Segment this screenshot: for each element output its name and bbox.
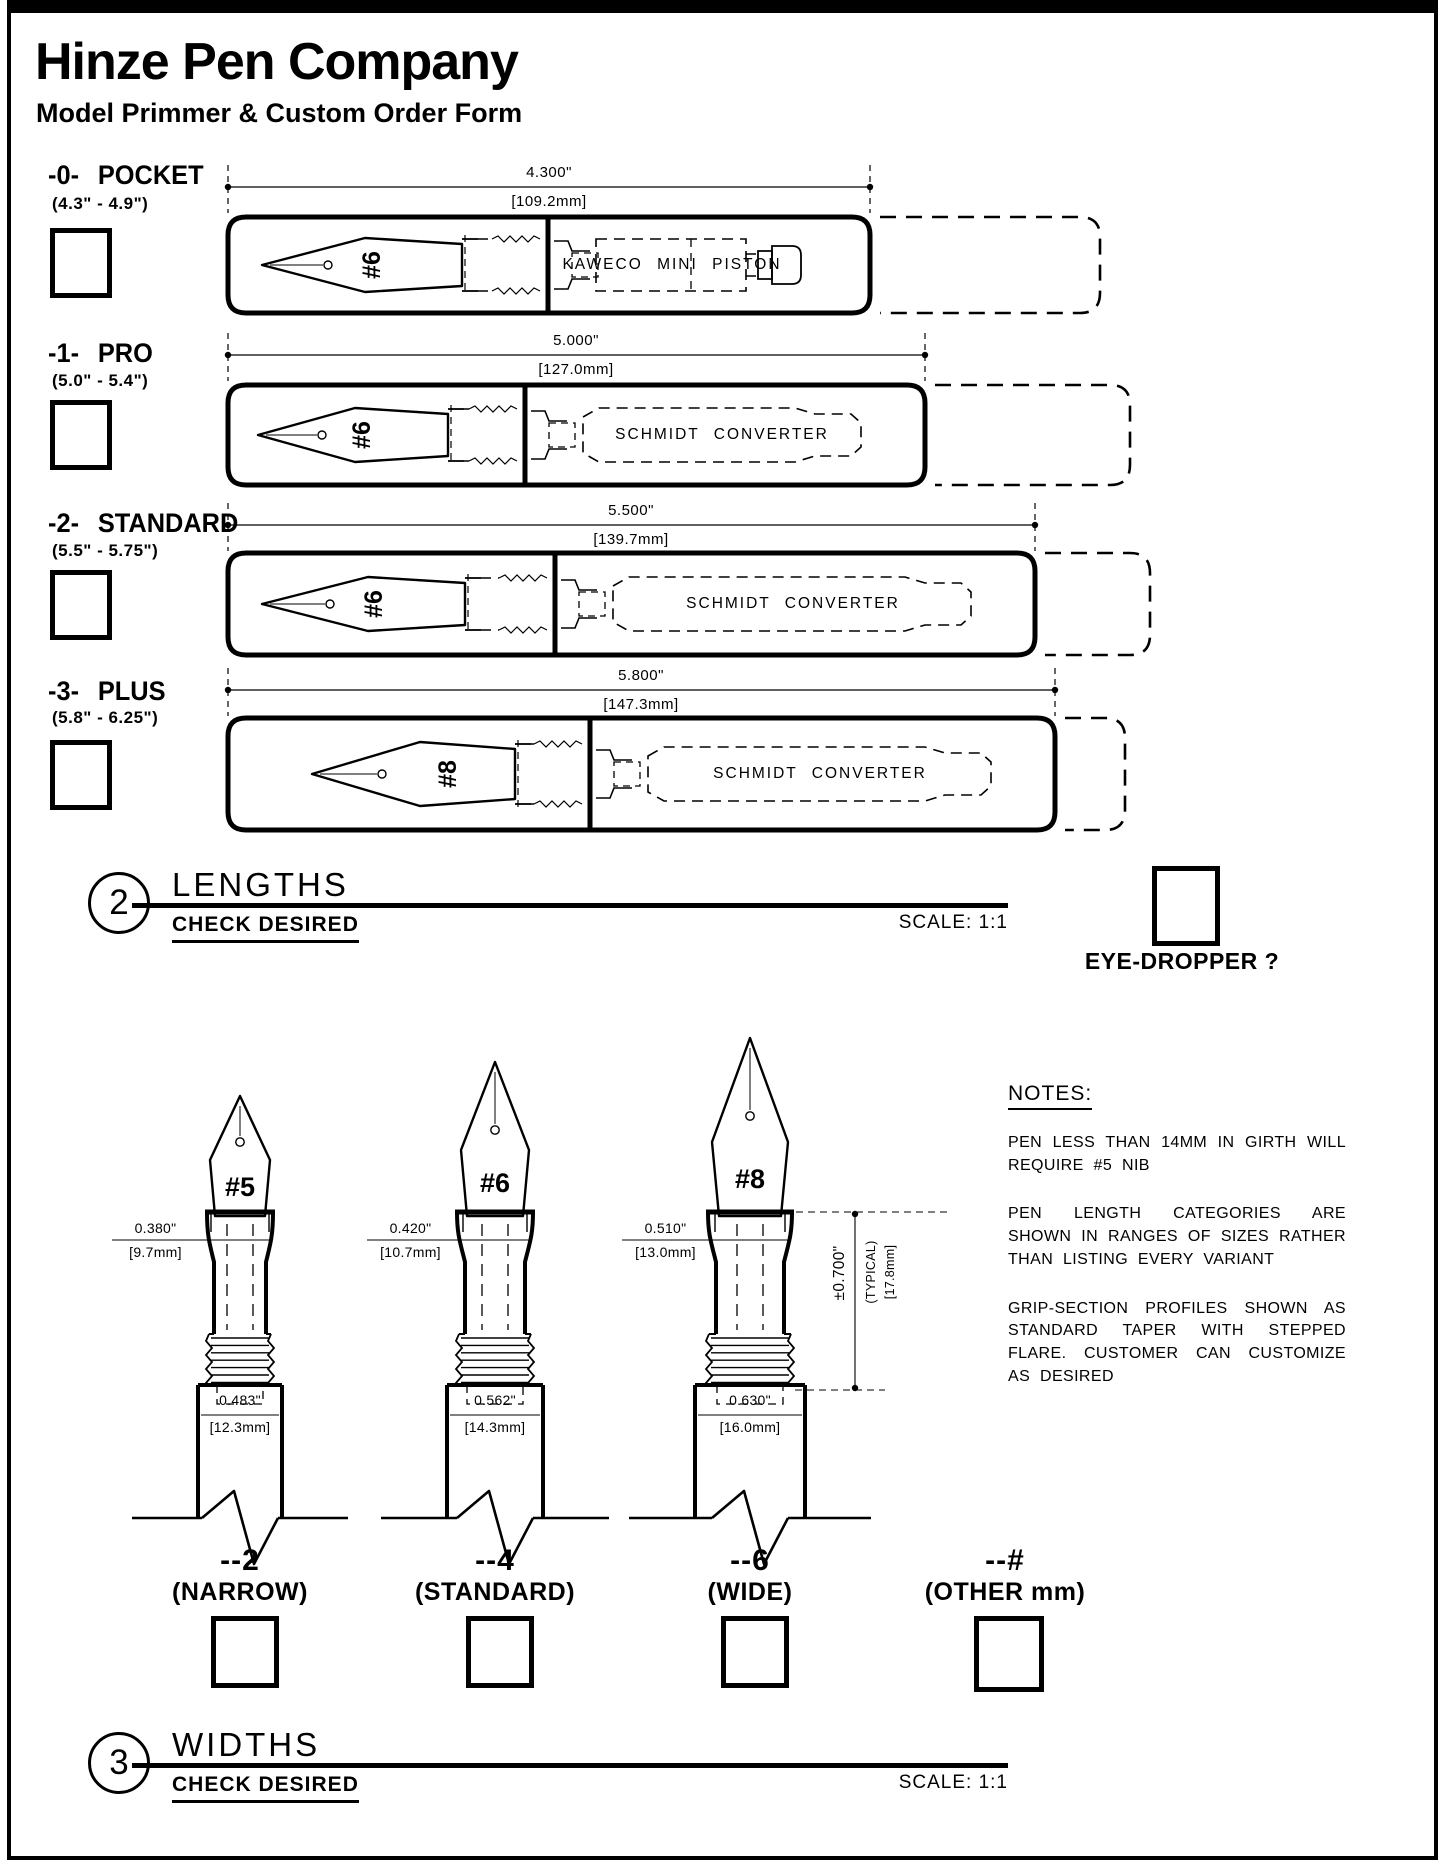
section-diameter-mm: [10.7mm] [380,1244,441,1260]
page-subtitle: Model Primmer & Custom Order Form [36,98,523,128]
width-name-wide: (WIDE) [707,1578,793,1606]
typical-length-mm: [17.8mm] [883,1244,897,1300]
checkbox-eyedropper[interactable] [1152,866,1220,946]
length-code: -3- [48,676,80,706]
section-diameter-inches: 0.380" [134,1220,177,1236]
length-name: PRO [97,338,153,368]
dimension-mm: [109.2mm] [511,193,587,210]
length-option-pocket-label [48,160,204,191]
checkbox-width-wide[interactable] [721,1616,789,1688]
barrel-diameter-mm: [14.3mm] [464,1419,526,1435]
nib-size-label: #6 [479,1168,511,1198]
width-code-narrow: --2 [220,1544,260,1577]
length-option-plus-label [48,676,166,707]
section-title-widths: WIDTHS [172,1726,321,1763]
nib-size-label: #6 [348,421,376,449]
filling-system-label: KAWECO MINI PISTON [562,256,782,273]
notes-title: NOTES: [1008,1082,1092,1110]
page-title: Hinze Pen Company [35,33,518,91]
length-range: (5.0" - 5.4") [52,371,149,390]
nib-drawing-6 [367,1062,609,1564]
section-diameter-inches: 0.510" [644,1220,687,1236]
eyedropper-label: EYE-DROPPER ? [1084,948,1280,974]
nib-size-label: #5 [224,1172,256,1202]
scale-label: SCALE: 1:1 [898,1772,1008,1793]
pen-drawing-pocket [225,165,1100,313]
length-name: STANDARD [97,508,239,538]
section-number-circle: 3 [88,1732,150,1794]
filling-system-label: SCHMIDT CONVERTER [713,765,927,782]
note-paragraph: GRIP-SECTION PROFILES SHOWN AS STANDARD TAPER WITH STEPPED FLARE. CUSTOMER CAN CUSTOMIZE AS DESIRED [1008,1299,1346,1385]
nib-size-label: #6 [358,251,386,279]
length-option-pro-label [48,338,153,369]
check-desired-instruction: CHECK DESIRED [172,1773,359,1803]
checkbox-length-standard[interactable] [50,570,112,640]
dimension-inches: 5.500" [608,502,654,519]
typical-length-note: (TYPICAL) [864,1240,878,1304]
scale-label: SCALE: 1:1 [898,912,1008,933]
length-code: -0- [48,160,80,190]
section-diameter-mm: [9.7mm] [129,1244,182,1260]
pen-drawing-plus [225,668,1125,830]
section-rule [132,1763,1008,1768]
section-title-lengths: LENGTHS [172,866,349,903]
pen-drawing-pro [225,333,1130,485]
section-diameter-mm: [13.0mm] [635,1244,696,1260]
nib-size-label: #8 [734,1164,766,1194]
dimension-mm: [147.3mm] [603,696,679,713]
section-number-circle: 2 [88,872,150,934]
filling-system-label: SCHMIDT CONVERTER [615,426,829,443]
check-desired-instruction: CHECK DESIRED [172,913,359,943]
checkbox-width-narrow[interactable] [211,1616,279,1688]
nib-drawing-5 [112,1096,348,1564]
notes-block [1008,1082,1346,1414]
length-code: -2- [48,508,80,538]
section-rule [132,903,1008,908]
checkbox-width-other[interactable] [974,1616,1044,1692]
typical-length-inches: ±0.700" [831,1245,848,1301]
width-name-narrow: (NARROW) [172,1578,308,1606]
width-code-other: --# [985,1544,1025,1577]
length-range: (5.8" - 6.25") [52,708,159,727]
dimension-inches: 4.300" [526,164,572,181]
dimension-mm: [139.7mm] [593,531,669,548]
dimension-mm: [127.0mm] [538,361,614,378]
section-diameter-inches: 0.420" [389,1220,432,1236]
length-range: (4.3" - 4.9") [52,194,149,213]
barrel-diameter-mm: [16.0mm] [719,1419,781,1435]
length-option-standard-label [48,508,238,539]
length-name: PLUS [97,676,166,706]
checkbox-length-pocket[interactable] [50,228,112,298]
width-code-standard: --4 [475,1544,515,1577]
nib-size-label: #6 [360,590,388,618]
checkbox-width-standard[interactable] [466,1616,534,1688]
nib-size-label: #8 [434,760,462,788]
barrel-diameter-inches: 0.483" [219,1392,261,1408]
length-name: POCKET [97,160,204,190]
note-paragraph: PEN LENGTH CATEGORIES ARE SHOWN IN RANGES OF SIZES RATHER THAN LISTING EVERY VARIANT [1008,1205,1346,1268]
length-code: -1- [48,338,80,368]
checkbox-length-pro[interactable] [50,400,112,470]
barrel-diameter-inches: 0.630" [729,1392,771,1408]
barrel-diameter-mm: [12.3mm] [209,1419,271,1435]
width-name-standard: (STANDARD) [414,1578,576,1606]
width-name-other: (OTHER mm) [924,1578,1086,1606]
length-range: (5.5" - 5.75") [52,541,159,560]
dimension-inches: 5.000" [553,332,599,349]
barrel-diameter-inches: 0.562" [474,1392,516,1408]
filling-system-label: SCHMIDT CONVERTER [686,595,900,612]
checkbox-length-plus[interactable] [50,740,112,810]
pen-drawing-standard [225,503,1150,655]
note-paragraph: PEN LESS THAN 14MM IN GIRTH WILL REQUIRE #5 NIB [1008,1134,1346,1174]
width-code-wide: --6 [730,1544,770,1577]
dimension-inches: 5.800" [618,667,664,684]
